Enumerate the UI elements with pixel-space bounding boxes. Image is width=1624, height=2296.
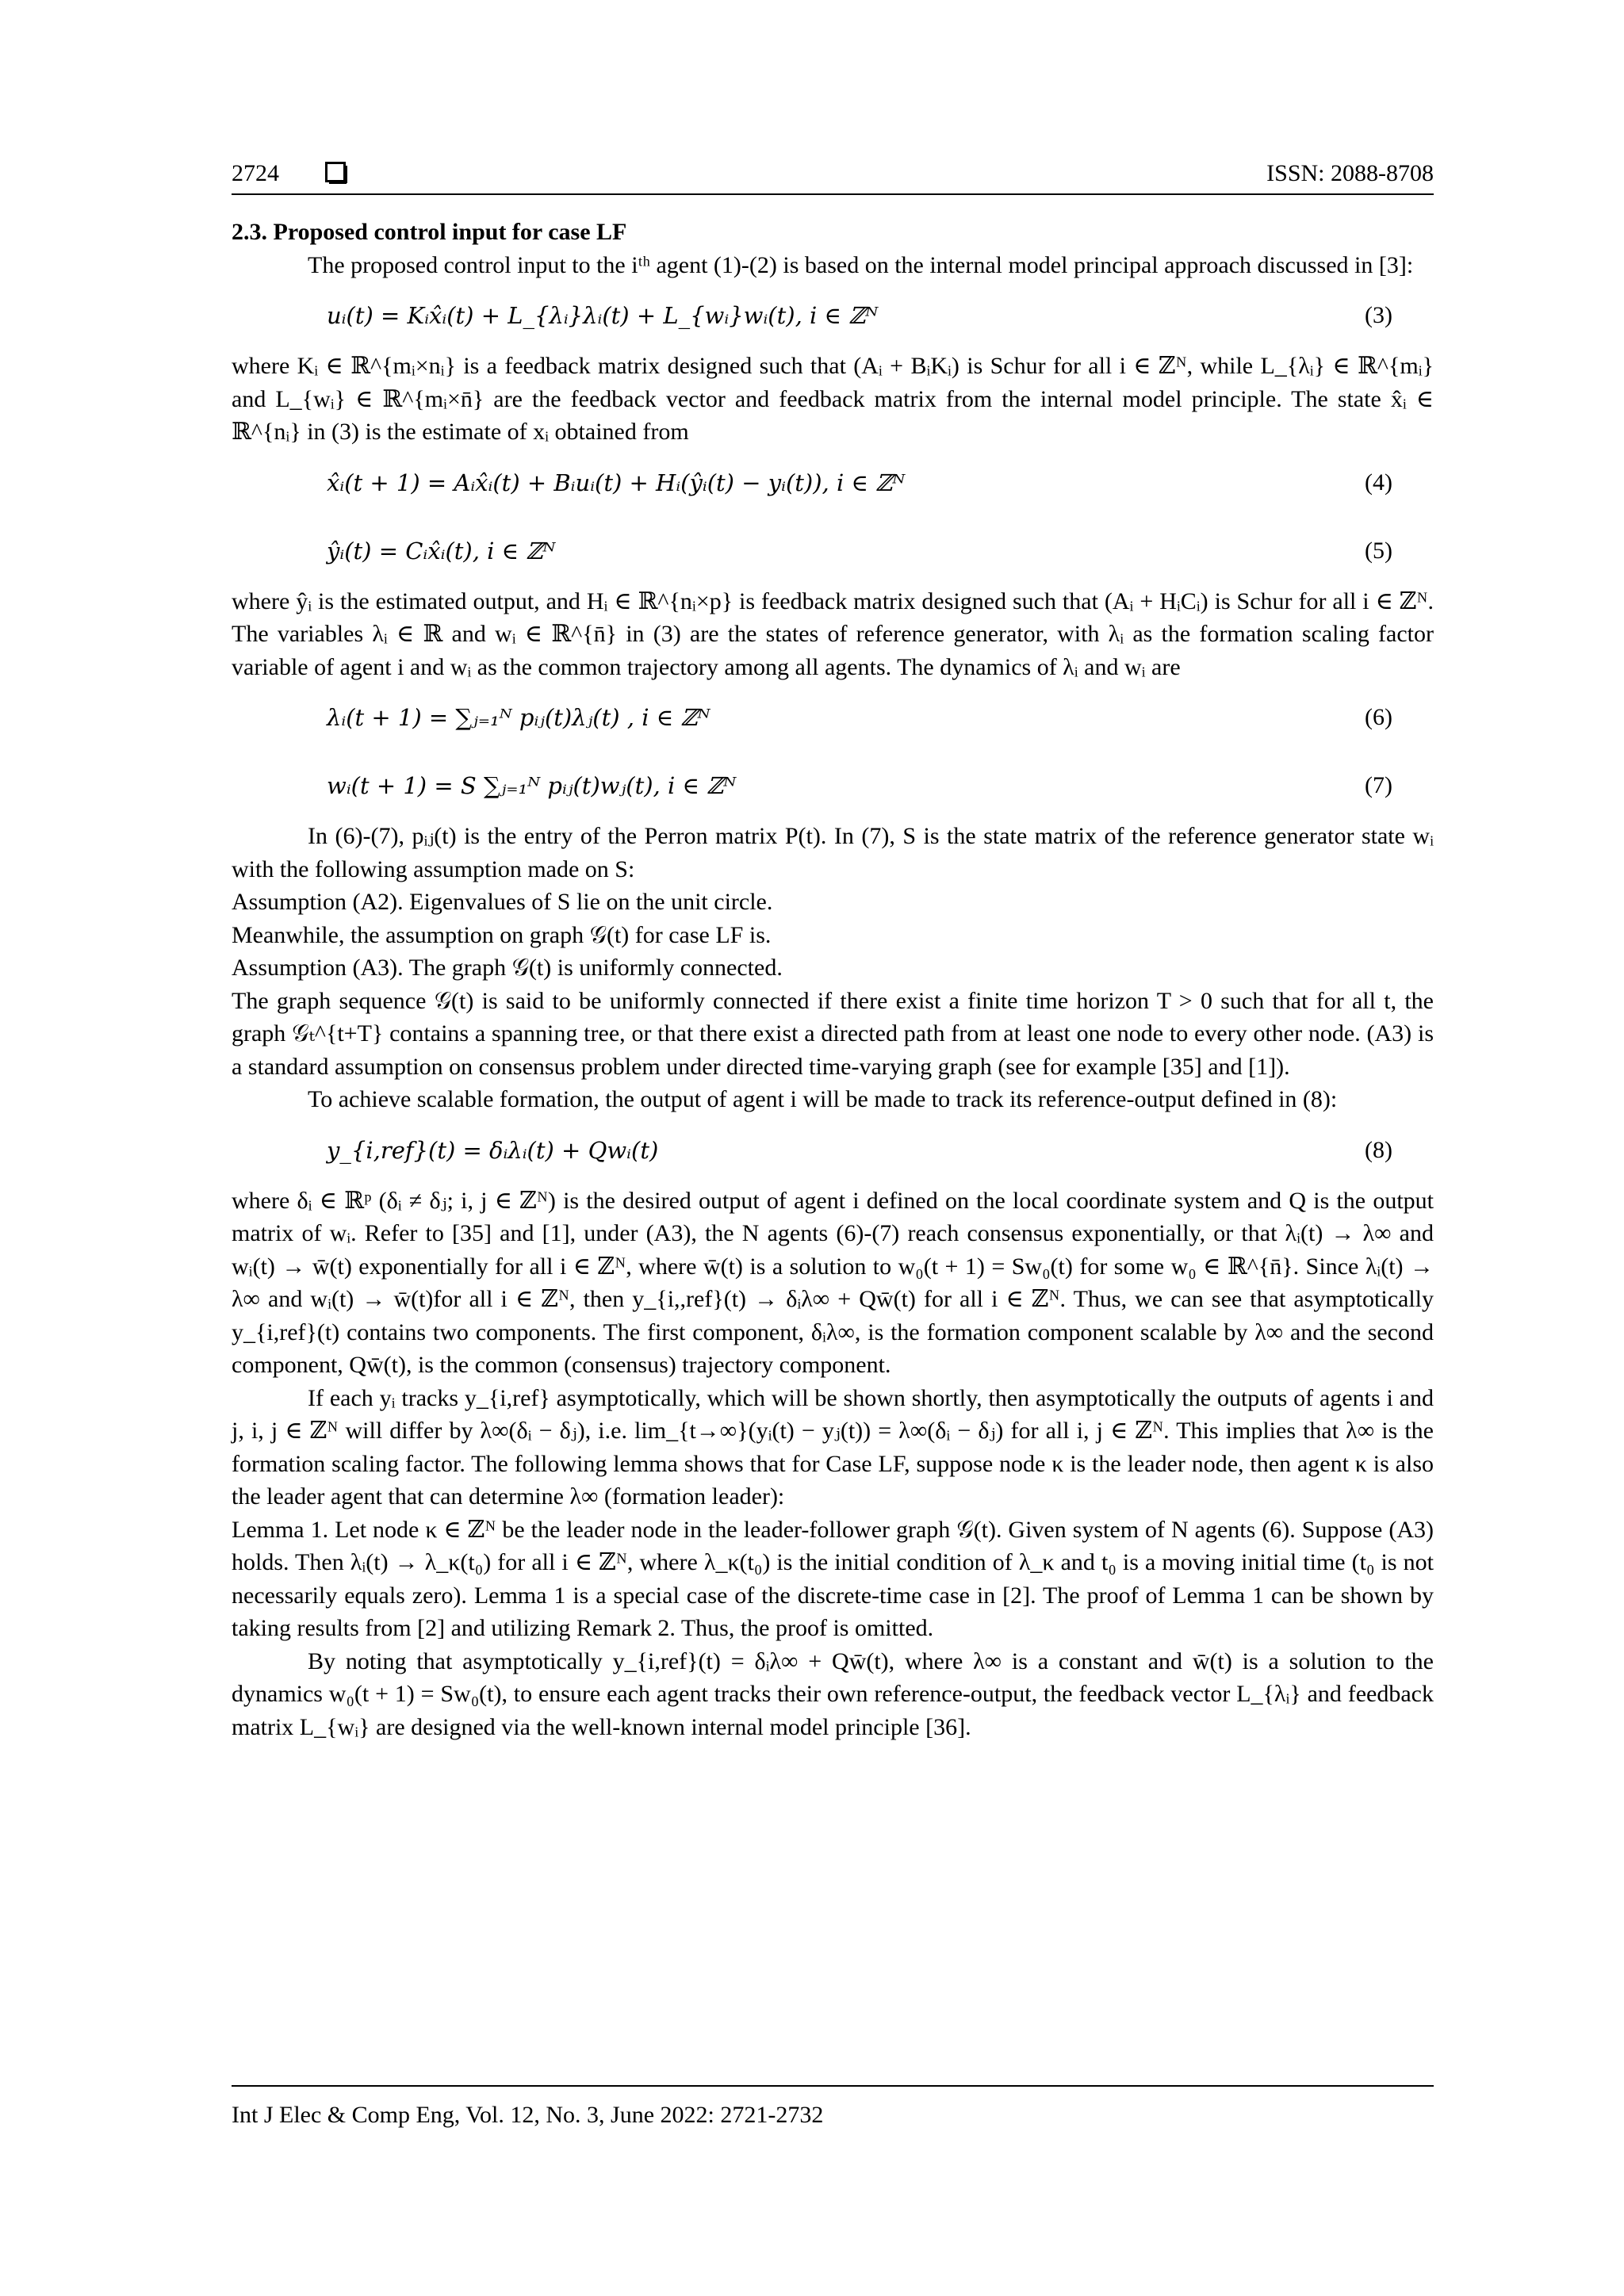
equation-7 <box>232 752 1434 820</box>
footer-rule <box>232 2085 1434 2087</box>
paragraph: If each yᵢ tracks y_{i,ref} asymptotically, which will be shown shortly, then asymptotically the outputs of agents i and j, i, j ∈ ℤᴺ will differ by λ∞(δᵢ − δⱼ), i.e. lim_{t→∞}(yᵢ(t) − yⱼ(t)) = λ∞(δᵢ − δⱼ) for all i, j ∈ ℤᴺ. This implies that λ∞ is the formation scaling factor. The following lemma shows that for Case LF, suppose node κ is the leader node, then agent κ is also the leader agent that can determine λ∞ (formation leader): <box>232 1384 1434 1510</box>
equation-body: y_{i,ref}(t) = δᵢλᵢ(t) + Qwᵢ(t) <box>327 1136 659 1164</box>
assumption-a3: Assumption (A3). The graph 𝒢(t) is uniformly connected. <box>232 955 783 981</box>
equation-number: (4) <box>1365 469 1392 496</box>
paragraph: Meanwhile, the assumption on graph 𝒢(t) for case LF is. <box>232 921 772 948</box>
equation-body: x̂ᵢ(t + 1) = Aᵢx̂ᵢ(t) + Bᵢuᵢ(t) + Hᵢ(ŷᵢ(t) − yᵢ(t)), i ∈ ℤᴺ <box>327 469 906 496</box>
page-number: 2724 <box>232 160 279 186</box>
paragraph: The proposed control input to the iᵗʰ agent (1)-(2) is based on the internal model principal approach discussed in [3]: <box>308 251 1414 278</box>
equation-number: (7) <box>1365 772 1392 798</box>
journal-issn: ISSN: 2088-8708 <box>1266 160 1434 186</box>
equation-body: ŷᵢ(t) = Cᵢx̂ᵢ(t), i ∈ ℤᴺ <box>327 537 556 564</box>
paragraph: where Kᵢ ∈ ℝ^{mᵢ×nᵢ} is a feedback matrix designed such that (Aᵢ + BᵢKᵢ) is Schur for all i ∈ ℤᴺ, while L_{λᵢ} ∈ ℝ^{mᵢ} and L_{wᵢ} ∈ ℝ^{mᵢ×n̄} are the feedback vector and feedback matrix from the internal model principle. The state x̂ᵢ ∈ ℝ^{nᵢ} in (3) is the estimate of xᵢ obtained from <box>232 353 1434 445</box>
equation-4 <box>232 449 1434 517</box>
paragraph: In (6)-(7), pᵢⱼ(t) is the entry of the Perron matrix P(t). In (7), S is the state matrix of the reference generator state wᵢ with the following assumption made on S: <box>232 823 1434 882</box>
equation-5 <box>232 517 1434 585</box>
header-rule <box>232 193 1434 195</box>
square-bullet-icon <box>325 162 346 182</box>
paragraph: By noting that asymptotically y_{i,ref}(t) = δᵢλ∞ + Qw̄(t), where λ∞ is a constant and w̄(t) is a solution to the dynamics w₀(t + 1) = Sw₀(t), to ensure each agent tracks their own reference-output, the feedback vector L_{λᵢ} and feedback matrix L_{wᵢ} are designed via the well-known internal model principle [36]. <box>232 1647 1434 1740</box>
equation-body: λᵢ(t + 1) = ∑ⱼ₌₁ᴺ pᵢⱼ(t)λⱼ(t) , i ∈ ℤᴺ <box>327 704 710 731</box>
equation-6 <box>232 683 1434 752</box>
assumption-a2: Assumption (A2). Eigenvalues of S lie on the unit circle. <box>232 889 773 915</box>
equation-number: (5) <box>1365 537 1392 564</box>
section-heading: 2.3. Proposed control input for case LF <box>232 219 627 245</box>
equation-number: (6) <box>1365 704 1392 730</box>
equation-3 <box>232 281 1434 350</box>
equation-body: wᵢ(t + 1) = S ∑ⱼ₌₁ᴺ pᵢⱼ(t)wⱼ(t), i ∈ ℤᴺ <box>327 772 737 799</box>
article-body <box>232 216 1434 1743</box>
equation-8 <box>232 1116 1434 1184</box>
equation-number: (3) <box>1365 302 1392 328</box>
equation-number: (8) <box>1365 1136 1392 1163</box>
paragraph: where δᵢ ∈ ℝᵖ (δᵢ ≠ δⱼ; i, j ∈ ℤᴺ) is the desired output of agent i defined on the local coordinate system and Q is the output matrix of wᵢ. Refer to [35] and [1], under (A3), the N agents (6)-(7) reach consensus exponentially, or that λᵢ(t) → λ∞ and wᵢ(t) → w̄(t) exponentially for all i ∈ ℤᴺ, where w̄(t) is a solution to w₀(t + 1) = Sw₀(t) for some w₀ ∈ ℝ^{n̄}. Since λᵢ(t) → λ∞ and wᵢ(t) → w̄(t)for all i ∈ ℤᴺ, then y_{i,,ref}(t) → δᵢλ∞ + Qw̄(t) for all i ∈ ℤᴺ. Thus, we can see that asymptotically y_{i,ref}(t) contains two components. The first component, δᵢλ∞, is the formation component scalable by λ∞ and the second component, Qw̄(t), is the common (consensus) trajectory component. <box>232 1187 1434 1378</box>
equation-body: uᵢ(t) = Kᵢx̂ᵢ(t) + L_{λᵢ}λᵢ(t) + L_{wᵢ}wᵢ(t), i ∈ ℤᴺ <box>327 302 879 329</box>
footer-citation: Int J Elec & Comp Eng, Vol. 12, No. 3, June 2022: 2721-2732 <box>232 2102 824 2128</box>
paragraph: The graph sequence 𝒢(t) is said to be uniformly connected if there exist a finite time horizon T > 0 such that for all t, the graph 𝒢ₜ^{t+T} contains a spanning tree, or that there exist a directed path from at least one node to every other node. (A3) is a standard assumption on consensus problem under directed time-varying graph (see for example [35] and [1]). <box>232 987 1434 1080</box>
page-header <box>232 155 1434 192</box>
lemma-1: Lemma 1. Let node κ ∈ ℤᴺ be the leader node in the leader-follower graph 𝒢(t). Given system of N agents (6). Suppose (A3) holds. Then λᵢ(t) → λ_κ(t₀) for all i ∈ ℤᴺ, where λ_κ(t₀) is the initial condition of λ_κ and t₀ is a moving initial time (t₀ is not necessarily equals zero). Lemma 1 is a special case of the discrete-time case in [2]. The proof of Lemma 1 can be shown by taking results from [2] and utilizing Remark 2. Thus, the proof is omitted. <box>232 1516 1434 1641</box>
paragraph: where ŷᵢ is the estimated output, and Hᵢ ∈ ℝ^{nᵢ×p} is feedback matrix designed such that (Aᵢ + HᵢCᵢ) is Schur for all i ∈ ℤᴺ. The variables λᵢ ∈ ℝ and wᵢ ∈ ℝ^{n̄} in (3) are the states of reference generator, with λᵢ as the formation scaling factor variable of agent i and wᵢ as the common trajectory among all agents. The dynamics of λᵢ and wᵢ are <box>232 587 1434 680</box>
paragraph: To achieve scalable formation, the output of agent i will be made to track its reference-output defined in (8): <box>308 1086 1338 1112</box>
